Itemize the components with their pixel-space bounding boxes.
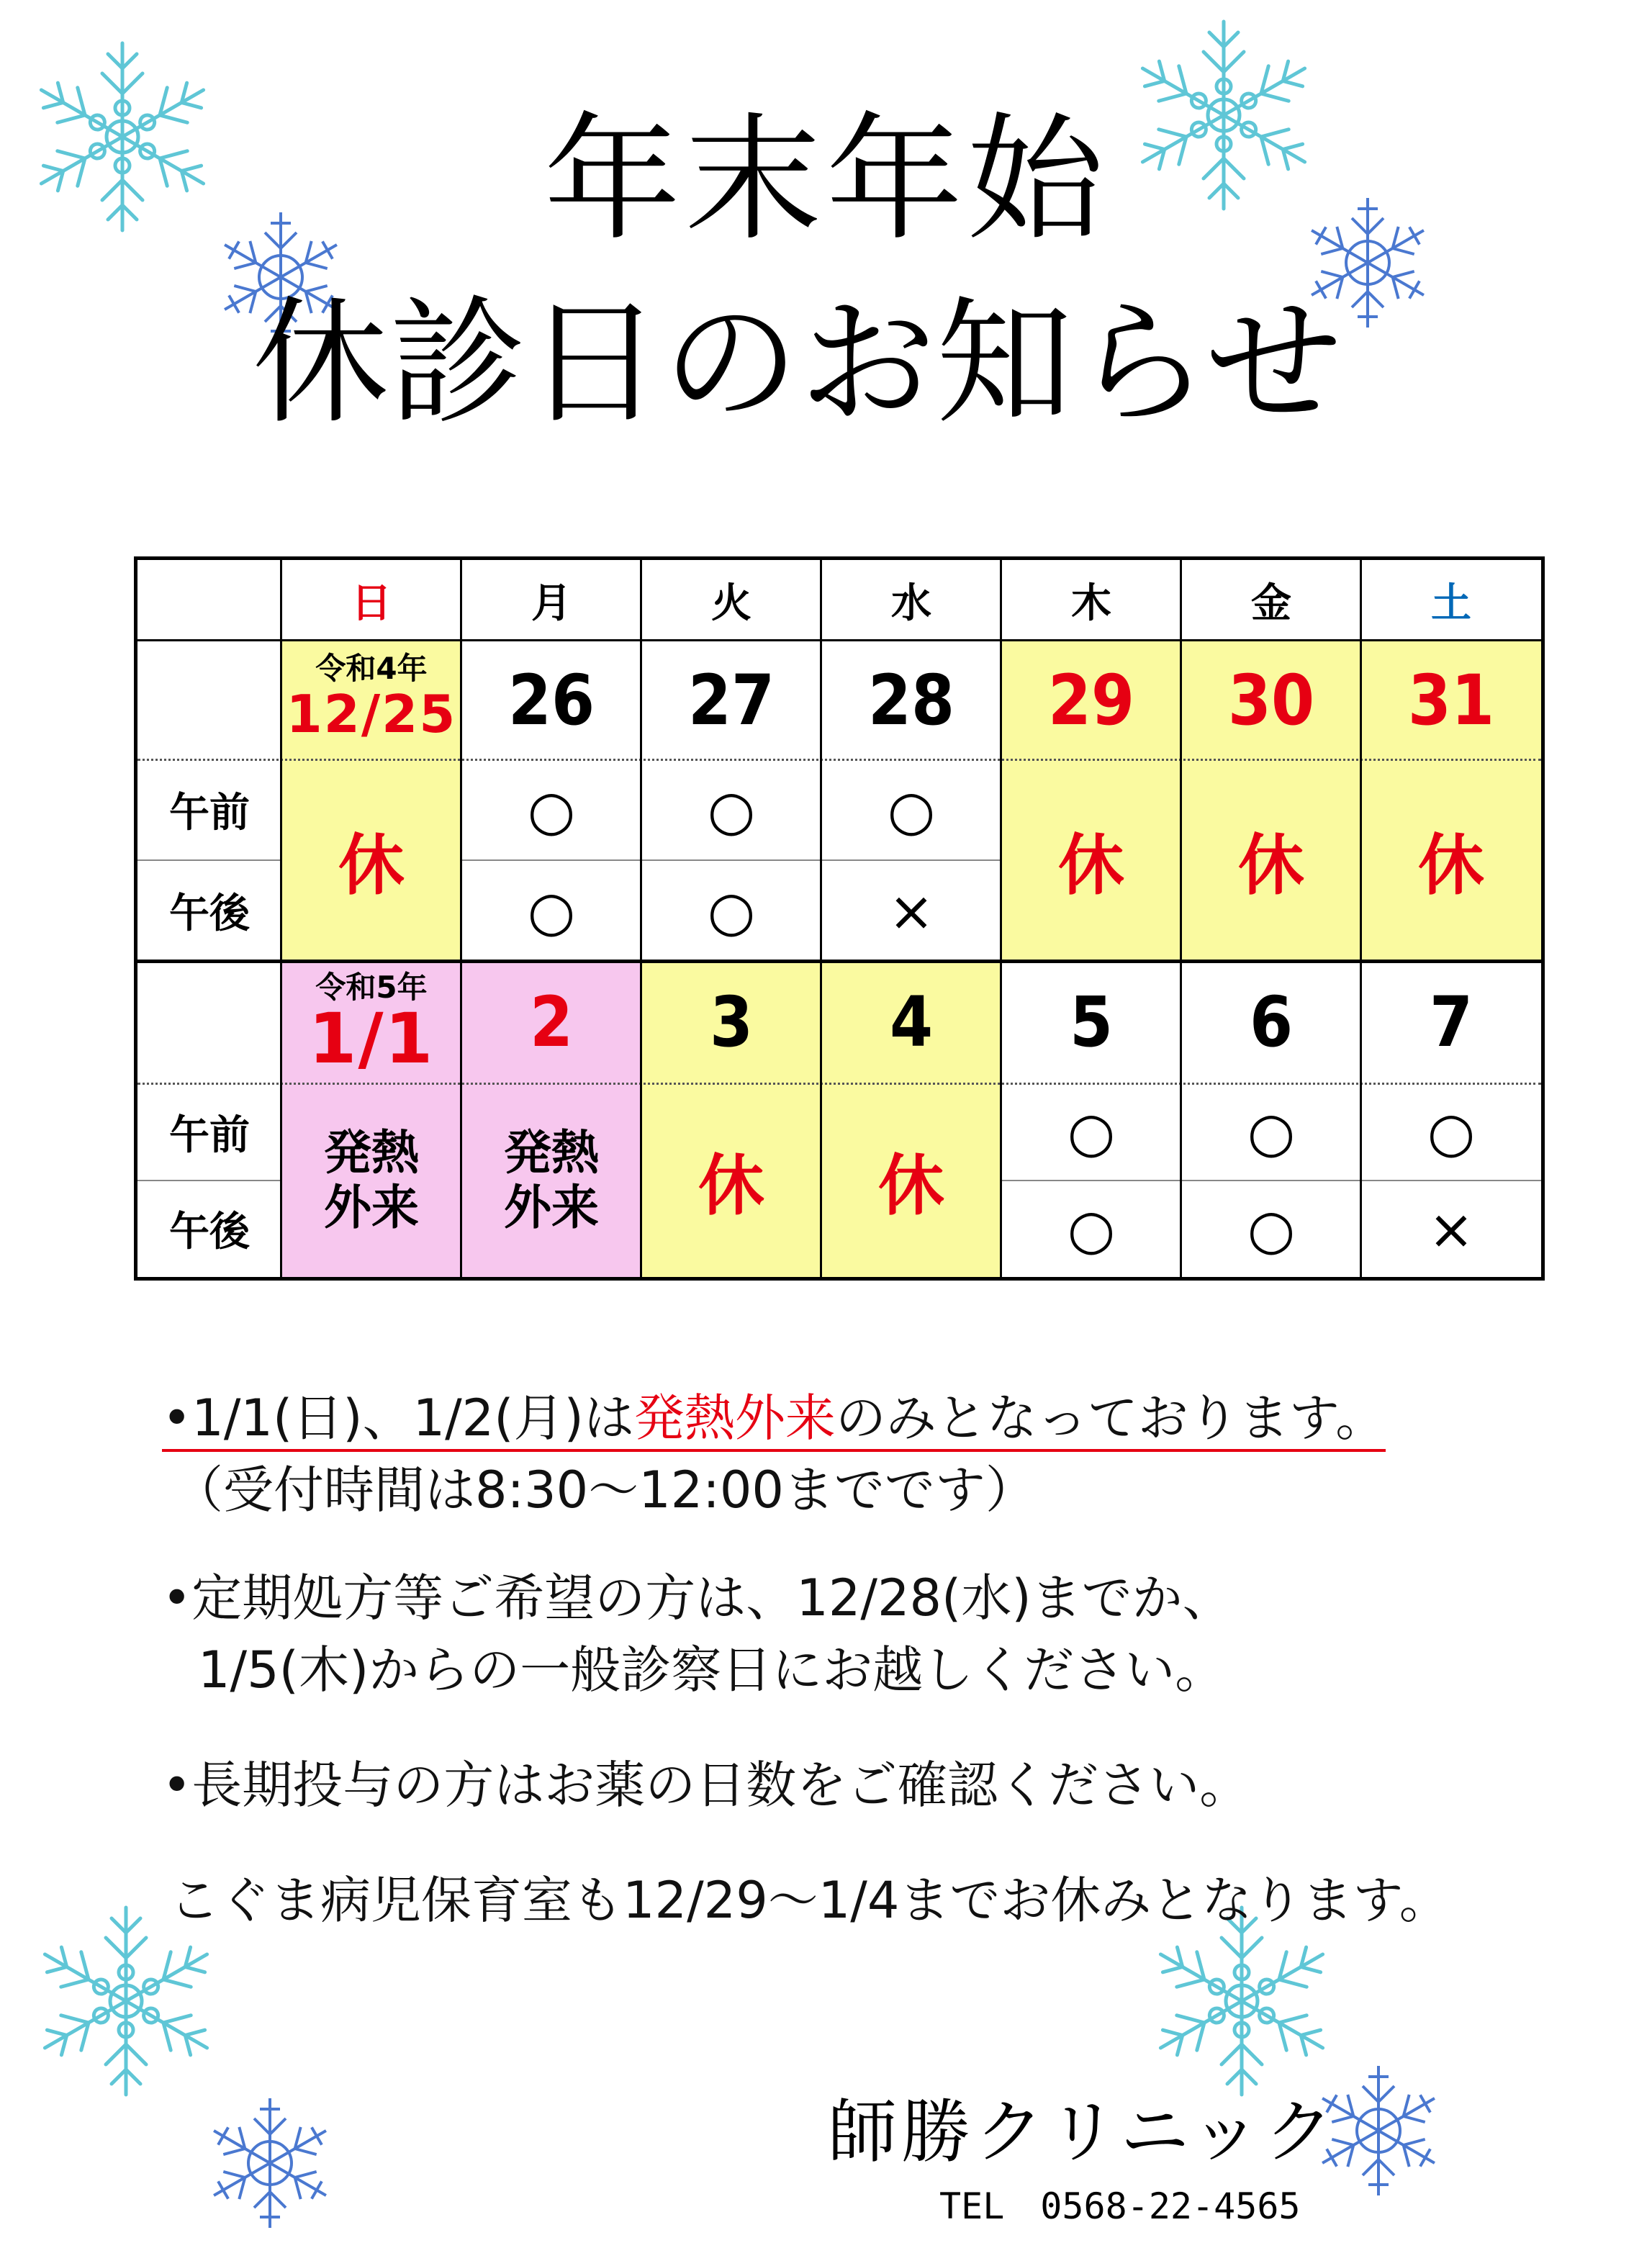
weekday-header: 月 xyxy=(531,580,572,627)
note-reception-hours: （受付時間は8:30～12:00までです） xyxy=(173,1461,1036,1520)
open-mark: ○ xyxy=(707,878,756,943)
date-cell: 29 xyxy=(1047,659,1135,741)
date-cell: 2 xyxy=(529,982,574,1062)
open-mark: ○ xyxy=(1067,1100,1116,1164)
era-label: 令和4年 xyxy=(315,651,428,686)
date-cell: 28 xyxy=(867,659,955,741)
grid-line xyxy=(1001,1180,1541,1181)
grid-line xyxy=(137,859,281,861)
grid-dotted-line xyxy=(137,759,1541,761)
pm-label: 午後 xyxy=(169,1209,250,1255)
page-title: 年末年始 xyxy=(543,100,1109,259)
closed-mark: 休 xyxy=(1057,827,1124,904)
date-cell xyxy=(281,641,461,759)
note-fever-clinic-underlined: •1/1(日)、1/2(月)は発熱外来のみとなっております。 xyxy=(162,1389,1386,1452)
grid-line xyxy=(461,859,1001,861)
open-mark: ○ xyxy=(1247,1196,1296,1261)
open-mark: ○ xyxy=(1247,1100,1296,1164)
weekday-header: 土 xyxy=(1431,580,1471,627)
grid-line xyxy=(820,560,822,1277)
date-cell: 4 xyxy=(889,982,934,1062)
am-label: 午前 xyxy=(169,790,250,836)
grid-dotted-line xyxy=(137,1083,1541,1085)
open-mark: ○ xyxy=(887,777,936,842)
grid-line xyxy=(1180,560,1182,1277)
page-subtitle: 休診日のお知らせ xyxy=(252,284,1342,443)
note-childcare: こぐま病児保育室も12/29～1/4までお休みとなります。 xyxy=(169,1871,1450,1930)
note-prescription-cont: 1/5(木)からの一般診察日にお越しください。 xyxy=(198,1640,1226,1700)
era-label: 令和5年 xyxy=(315,970,428,1005)
date-label: 1/1 xyxy=(308,998,435,1079)
closed-mark: 休 xyxy=(698,1147,764,1224)
fever-clinic-mark: 発熱 外来 xyxy=(324,1124,419,1235)
closed-x-mark: × xyxy=(888,878,934,943)
clinic-phone: TEL 0568-22-4565 xyxy=(939,2185,1301,2227)
closed-mark: 休 xyxy=(1237,827,1304,904)
date-label: 12/25 xyxy=(286,684,457,744)
fever-clinic-mark: 発熱 外来 xyxy=(504,1124,599,1235)
date-cell xyxy=(281,961,461,1083)
date-cell: 31 xyxy=(1407,659,1495,741)
weekday-header: 日 xyxy=(351,580,392,627)
weekday-header: 火 xyxy=(711,580,751,627)
grid-line xyxy=(460,560,462,1277)
note-prescription: •定期処方等ご希望の方は、12/28(水)までか、 xyxy=(162,1568,1233,1628)
pm-label: 午後 xyxy=(169,890,250,937)
weekday-header: 木 xyxy=(1071,580,1111,627)
grid-line xyxy=(137,1180,281,1181)
note-long-term: •長期投与の方はお薬の日数をご確認ください。 xyxy=(162,1756,1250,1815)
weekday-header: 金 xyxy=(1251,580,1291,627)
open-mark: ○ xyxy=(527,878,576,943)
open-mark: ○ xyxy=(527,777,576,842)
date-cell: 3 xyxy=(709,982,754,1062)
date-cell: 30 xyxy=(1227,659,1315,741)
grid-line xyxy=(137,960,1541,963)
am-label: 午前 xyxy=(169,1111,250,1159)
clinic-name: 師勝クリニック xyxy=(828,2092,1338,2172)
holiday-calendar-table xyxy=(134,556,1545,1281)
closed-mark: 休 xyxy=(1417,827,1484,904)
closed-x-mark: × xyxy=(1428,1196,1474,1261)
grid-line xyxy=(280,560,282,1277)
date-cell: 6 xyxy=(1249,982,1294,1062)
grid-line xyxy=(1000,560,1002,1277)
date-cell: 27 xyxy=(687,659,775,741)
date-cell: 26 xyxy=(507,659,595,741)
snowflake-icon xyxy=(194,2087,346,2239)
open-mark: ○ xyxy=(1067,1196,1116,1261)
grid-line xyxy=(1360,560,1362,1277)
date-cell: 7 xyxy=(1429,982,1473,1062)
closed-mark: 休 xyxy=(877,1147,944,1224)
open-mark: ○ xyxy=(1427,1100,1476,1164)
weekday-header: 水 xyxy=(891,580,931,627)
date-cell: 5 xyxy=(1069,982,1114,1062)
note-fever-clinic xyxy=(162,1386,1386,1450)
open-mark: ○ xyxy=(707,777,756,842)
closed-mark: 休 xyxy=(338,827,405,904)
grid-line xyxy=(137,639,1541,641)
grid-line xyxy=(640,560,642,1277)
